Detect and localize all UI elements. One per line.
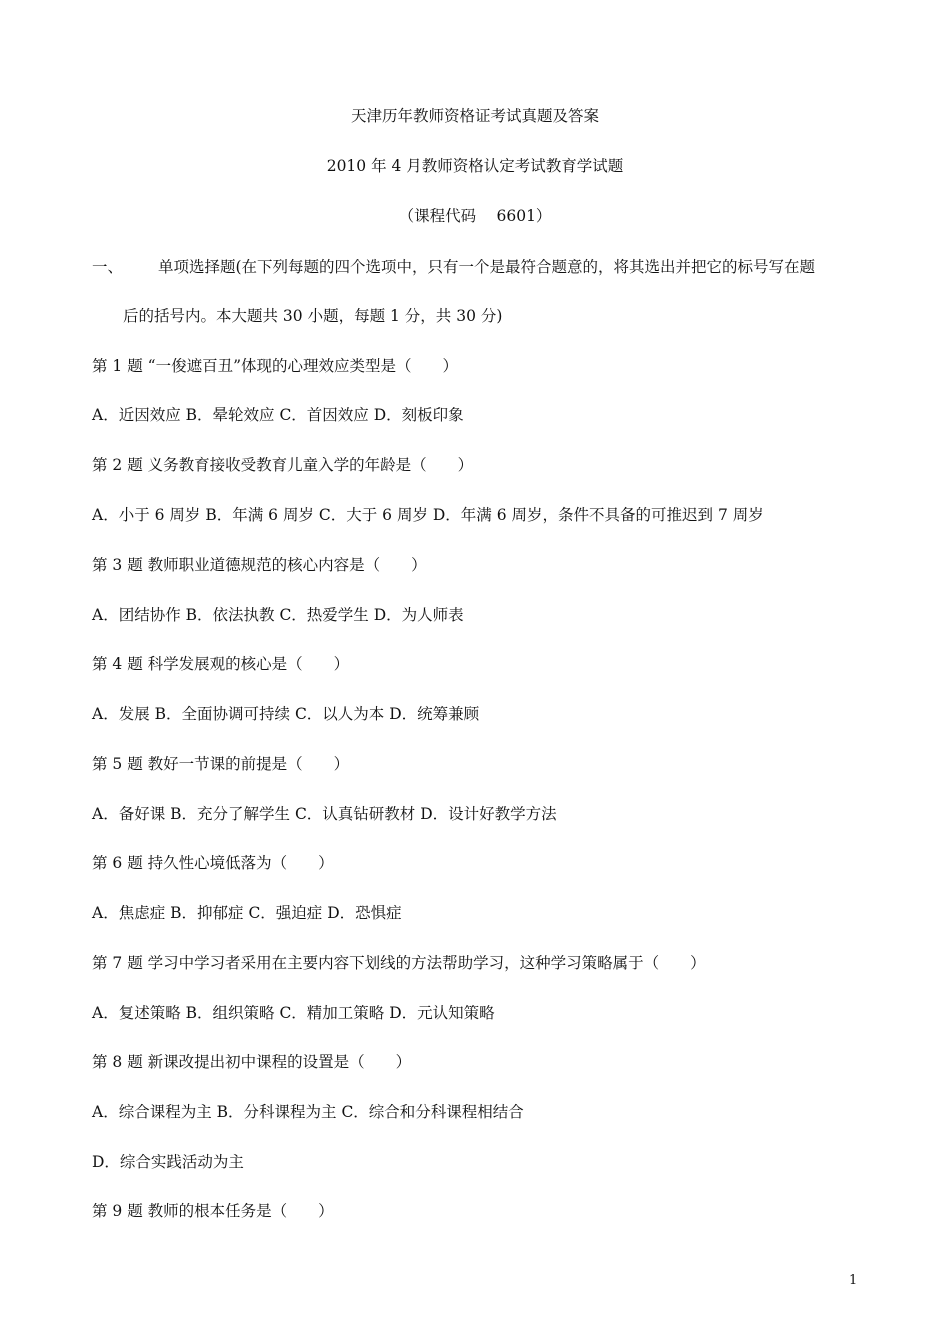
question-1-options: A．近因效应 B．晕轮效应 C．首因效应 D．刻板印象 — [92, 406, 464, 424]
section-instruction-line1: 单项选择题(在下列每题的四个选项中，只有一个是最符合题意的，将其选出并把它的标号写在题 — [158, 258, 816, 276]
question-1: 第 1 题 “一俊遮百丑”体现的心理效应类型是（ ） — [92, 357, 458, 375]
question-2: 第 2 题 义务教育接收受教育儿童入学的年龄是（ ） — [92, 456, 474, 474]
course-code: （课程代码 6601） — [398, 207, 552, 225]
question-8-options: A．综合课程为主 B．分科课程为主 C．综合和分科课程相结合 — [92, 1103, 524, 1121]
question-2-options: A．小于 6 周岁 B．年满 6 周岁 C．大于 6 周岁 D．年满 6 周岁，条件不具备的可推迟到 7 周岁 — [92, 506, 764, 524]
question-5: 第 5 题 教好一节课的前提是（ ） — [92, 755, 350, 773]
question-6-options: A．焦虑症 B．抑郁症 C．强迫症 D．恐惧症 — [92, 904, 402, 922]
section-number: 一、 — [92, 258, 124, 276]
section-instruction-line2: 后的括号内。本大题共 30 小题，每题 1 分，共 30 分) — [123, 307, 503, 325]
question-7: 第 7 题 学习中学习者采用在主要内容下划线的方法帮助学习，这种学习策略属于（ ） — [92, 954, 706, 972]
question-4: 第 4 题 科学发展观的核心是（ ） — [92, 655, 350, 673]
question-8-options-continued: D．综合实践活动为主 — [92, 1153, 244, 1171]
question-3: 第 3 题 教师职业道德规范的核心内容是（ ） — [92, 556, 427, 574]
question-8: 第 8 题 新课改提出初中课程的设置是（ ） — [92, 1053, 412, 1071]
question-4-options: A．发展 B．全面协调可持续 C．以人为本 D．统筹兼顾 — [92, 705, 480, 723]
question-6: 第 6 题 持久性心境低落为（ ） — [92, 854, 334, 872]
question-3-options: A．团结协作 B．依法执教 C．热爱学生 D．为人师表 — [92, 606, 464, 624]
question-5-options: A．备好课 B．充分了解学生 C．认真钻研教材 D．设计好教学方法 — [92, 805, 557, 823]
document-subtitle: 2010 年 4 月教师资格认定考试教育学试题 — [326, 157, 624, 175]
question-7-options: A．复述策略 B．组织策略 C．精加工策略 D．元认知策略 — [92, 1004, 495, 1022]
page-number: 1 — [849, 1273, 858, 1288]
question-9: 第 9 题 教师的根本任务是（ ） — [92, 1202, 334, 1220]
document-title: 天津历年教师资格证考试真题及答案 — [350, 107, 599, 125]
